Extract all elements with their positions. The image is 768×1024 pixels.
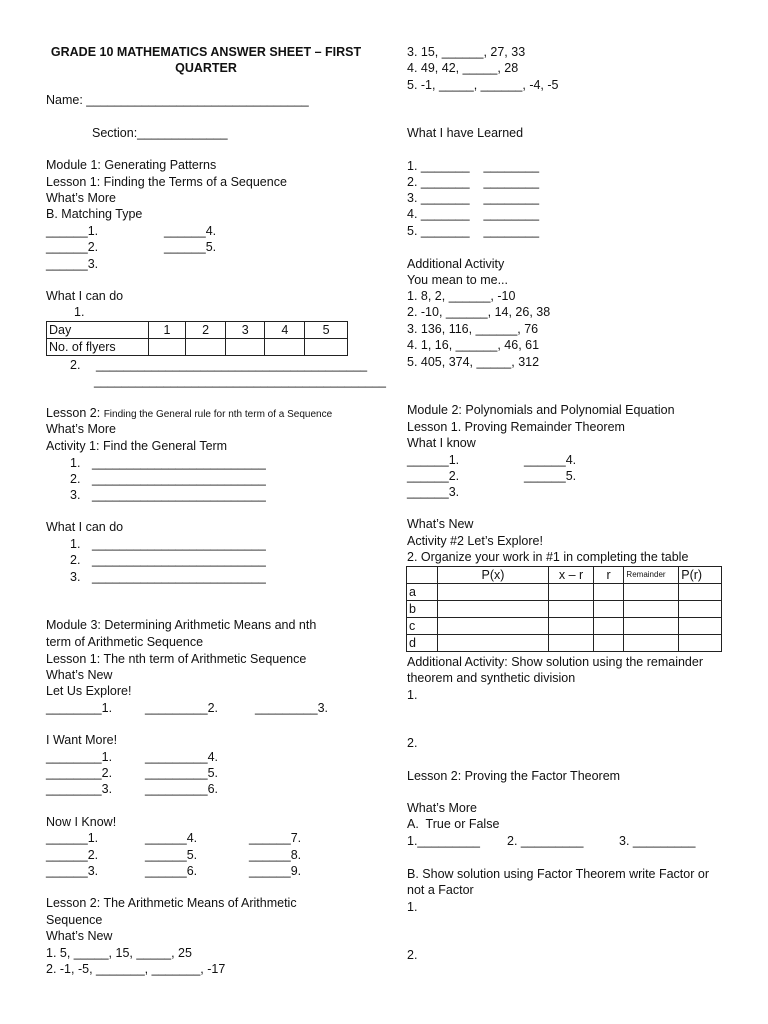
- additional-activity-instruction-cont: theorem and synthetic division: [407, 671, 576, 685]
- module-3-lesson-2: Lesson 2: The Arithmetic Means of Arithmetic: [46, 896, 297, 910]
- module-3-heading-cont: term of Arithmetic Sequence: [46, 635, 204, 649]
- match-answer-3: ______3.: [46, 257, 99, 271]
- answer-cell[interactable]: [624, 635, 679, 652]
- answer-cell[interactable]: [679, 584, 722, 601]
- answer-blank: ______1.: [407, 453, 460, 467]
- answer-blank: ______7.: [249, 831, 302, 845]
- table-row: [407, 601, 722, 618]
- answer-blank: ______3.: [46, 864, 99, 878]
- item-label: 2.: [70, 553, 81, 567]
- answer-cell[interactable]: [437, 618, 549, 635]
- answer-line: _________________________: [92, 570, 266, 584]
- row-label: a: [407, 584, 438, 601]
- whats-more-label: What’s More: [407, 801, 477, 815]
- row-label: d: [407, 635, 438, 652]
- item-1-label: 1.: [74, 305, 85, 319]
- whats-new-label: What’s New: [407, 517, 474, 531]
- table-row: [407, 567, 722, 584]
- answer-cell[interactable]: [225, 339, 265, 356]
- item-label: 3.: [70, 570, 81, 584]
- sequence-item: 3. 136, 116, ______, 76: [407, 322, 539, 336]
- factor-instruction: B. Show solution using Factor Theorem write Factor or: [407, 867, 709, 881]
- table-header: x – r: [549, 567, 593, 584]
- table-cell: Day: [47, 322, 149, 339]
- answer-blank: ______5.: [524, 469, 577, 483]
- answer-blank: 1._________: [407, 834, 480, 848]
- item-label: 3.: [70, 488, 81, 502]
- table-cell: 2: [186, 322, 226, 339]
- answer-cell[interactable]: [624, 618, 679, 635]
- table-cell: No. of flyers: [47, 339, 149, 356]
- what-i-know-label: What I know: [407, 436, 476, 450]
- answer-cell[interactable]: [437, 601, 549, 618]
- answer-cell[interactable]: [437, 635, 549, 652]
- item-label: 1.: [70, 456, 81, 470]
- answer-cell[interactable]: [549, 618, 593, 635]
- answer-blank: 3. _________: [619, 834, 696, 848]
- answer-blank: _________3.: [255, 701, 328, 715]
- answer-cell[interactable]: [593, 635, 624, 652]
- table-cell: 4: [265, 322, 305, 339]
- module-2-heading: Module 2: Polynomials and Polynomial Equation: [407, 403, 675, 417]
- item-2-label: 2.: [70, 358, 81, 372]
- sequence-item: 1. 8, 2, ______, -10: [407, 289, 516, 303]
- answer-line: _________________________: [92, 472, 266, 486]
- answer-blank: ______4.: [524, 453, 577, 467]
- table-cell: [407, 567, 438, 584]
- answer-blank: ______9.: [249, 864, 302, 878]
- table-row: [47, 339, 348, 356]
- whats-new-label: What’s New: [46, 929, 113, 943]
- answer-cell[interactable]: [549, 635, 593, 652]
- lesson-1-heading: Lesson 1: Finding the Terms of a Sequence: [46, 175, 287, 189]
- table-cell: 3: [225, 322, 265, 339]
- answer-cell[interactable]: [624, 584, 679, 601]
- answer-line: _________________________: [92, 456, 266, 470]
- organize-instruction: 2. Organize your work in #1 in completing the table: [407, 550, 689, 564]
- item-label: 1.: [70, 537, 81, 551]
- what-i-can-do-label: What I can do: [46, 289, 124, 303]
- section-line: Section:_____________: [92, 126, 228, 140]
- factor-item-1: 1.: [407, 900, 418, 914]
- answer-blank: ________1.: [46, 701, 113, 715]
- answer-blank: 3. _______ ________: [407, 191, 540, 205]
- answer-cell[interactable]: [549, 584, 593, 601]
- answer-blank: ______2.: [46, 848, 99, 862]
- matching-type-label: B. Matching Type: [46, 207, 143, 221]
- answer-blank: ______1.: [46, 831, 99, 845]
- true-false-label: A. True or False: [407, 817, 500, 831]
- answer-cell[interactable]: [186, 339, 226, 356]
- additional-activity-label: Additional Activity: [407, 257, 505, 271]
- answer-cell[interactable]: [679, 601, 722, 618]
- page-title: GRADE 10 MATHEMATICS ANSWER SHEET – FIRST QUARTER: [50, 45, 362, 76]
- sequence-item: 2. -10, ______, 14, 26, 38: [407, 305, 551, 319]
- module-3-heading: Module 3: Determining Arithmetic Means and nth: [46, 618, 317, 632]
- lesson-2-title: Finding the General rule for nth term of a Sequence: [103, 409, 333, 420]
- answer-blank: _________2.: [145, 701, 218, 715]
- whats-more-label: What’s More: [46, 191, 116, 205]
- factor-instruction-cont: not a Factor: [407, 883, 474, 897]
- answer-cell[interactable]: [437, 584, 549, 601]
- additional-activity-instruction: Additional Activity: Show solution using the remainder: [407, 655, 703, 669]
- whats-new-label: What’s New: [46, 668, 113, 682]
- name-line: Name: ________________________________: [46, 93, 309, 107]
- table-row: [47, 322, 348, 339]
- answer-cell[interactable]: [679, 635, 722, 652]
- what-i-can-do-label: What I can do: [46, 520, 124, 534]
- table-row: [407, 618, 722, 635]
- polynomial-table: [406, 566, 722, 652]
- activity-1-label: Activity 1: Find the General Term: [46, 439, 228, 453]
- lesson-2-factor-theorem: Lesson 2: Proving the Factor Theorem: [407, 769, 621, 783]
- module-2-lesson-1: Lesson 1. Proving Remainder Theorem: [407, 420, 625, 434]
- table-header: P(x): [437, 567, 549, 584]
- match-answer-4: ______4.: [164, 224, 217, 238]
- answer-blank: _________6.: [145, 782, 218, 796]
- answer-blank: _________5.: [145, 766, 218, 780]
- answer-cell[interactable]: [624, 601, 679, 618]
- item-label: 2.: [70, 472, 81, 486]
- whats-more-label: What’s More: [46, 422, 116, 436]
- answer-line: __________________________________________: [94, 374, 386, 388]
- match-answer-1: ______1.: [46, 224, 99, 238]
- lesson-2-prefix: Lesson 2:: [46, 406, 101, 420]
- answer-blank: ______6.: [145, 864, 198, 878]
- table-cell: 1: [148, 322, 185, 339]
- answer-blank: 4. _______ ________: [407, 207, 540, 221]
- answer-blank: ______8.: [249, 848, 302, 862]
- answer-cell[interactable]: [679, 618, 722, 635]
- sequence-item: 2. -1, -5, _______, _______, -17: [46, 962, 226, 976]
- row-label: b: [407, 601, 438, 618]
- answer-cell[interactable]: [593, 584, 624, 601]
- answer-blank: 1. _______ ________: [407, 159, 540, 173]
- you-mean-to-me-label: You mean to me...: [407, 273, 508, 287]
- solution-2-label: 2.: [407, 736, 418, 750]
- sequence-item: 4. 1, 16, ______, 46, 61: [407, 338, 540, 352]
- answer-blank: ______2.: [407, 469, 460, 483]
- answer-line: _________________________: [92, 537, 266, 551]
- table-header: r: [593, 567, 624, 584]
- answer-line: _______________________________________: [96, 358, 368, 372]
- answer-blank: 2. _______ ________: [407, 175, 540, 189]
- module-3-lesson-1: Lesson 1: The nth term of Arithmetic Sequence: [46, 652, 307, 666]
- what-i-have-learned-label: What I have Learned: [407, 126, 524, 140]
- i-want-more-label: I Want More!: [46, 733, 118, 747]
- answer-blank: 5. _______ ________: [407, 224, 540, 238]
- answer-blank: ______5.: [145, 848, 198, 862]
- sequence-item: 4. 49, 42, _____, 28: [407, 61, 519, 75]
- answer-blank: ________1.: [46, 750, 113, 764]
- answer-blank: 2. _________: [507, 834, 584, 848]
- match-answer-2: ______2.: [46, 240, 99, 254]
- day-flyers-table: [46, 321, 348, 356]
- solution-1-label: 1.: [407, 688, 418, 702]
- table-row: [407, 635, 722, 652]
- module-1-heading: Module 1: Generating Patterns: [46, 158, 217, 172]
- answer-blank: _________4.: [145, 750, 218, 764]
- answer-blank: ______4.: [145, 831, 198, 845]
- answer-cell[interactable]: [148, 339, 185, 356]
- table-header: P(r): [679, 567, 722, 584]
- answer-line: _________________________: [92, 553, 266, 567]
- now-i-know-label: Now I Know!: [46, 815, 117, 829]
- sequence-item: 1. 5, _____, 15, _____, 25: [46, 946, 192, 960]
- answer-blank: ______3.: [407, 485, 460, 499]
- answer-blank: ________2.: [46, 766, 113, 780]
- answer-cell[interactable]: [265, 339, 305, 356]
- table-header: Remainder: [624, 567, 679, 584]
- sequence-item: 5. 405, 374, _____, 312: [407, 355, 540, 369]
- answer-cell[interactable]: [593, 618, 624, 635]
- answer-line: _________________________: [92, 488, 266, 502]
- let-us-explore-label: Let Us Explore!: [46, 684, 132, 698]
- answer-cell[interactable]: [305, 339, 348, 356]
- answer-cell[interactable]: [593, 601, 624, 618]
- table-cell: 5: [305, 322, 348, 339]
- factor-item-2: 2.: [407, 948, 418, 962]
- sequence-item: 5. -1, _____, ______, -4, -5: [407, 78, 559, 92]
- module-3-lesson-2-cont: Sequence: [46, 913, 103, 927]
- row-label: c: [407, 618, 438, 635]
- match-answer-5: ______5.: [164, 240, 217, 254]
- answer-blank: ________3.: [46, 782, 113, 796]
- answer-cell[interactable]: [549, 601, 593, 618]
- table-row: [407, 584, 722, 601]
- activity-2-label: Activity #2 Let’s Explore!: [407, 534, 543, 548]
- sequence-item: 3. 15, ______, 27, 33: [407, 45, 526, 59]
